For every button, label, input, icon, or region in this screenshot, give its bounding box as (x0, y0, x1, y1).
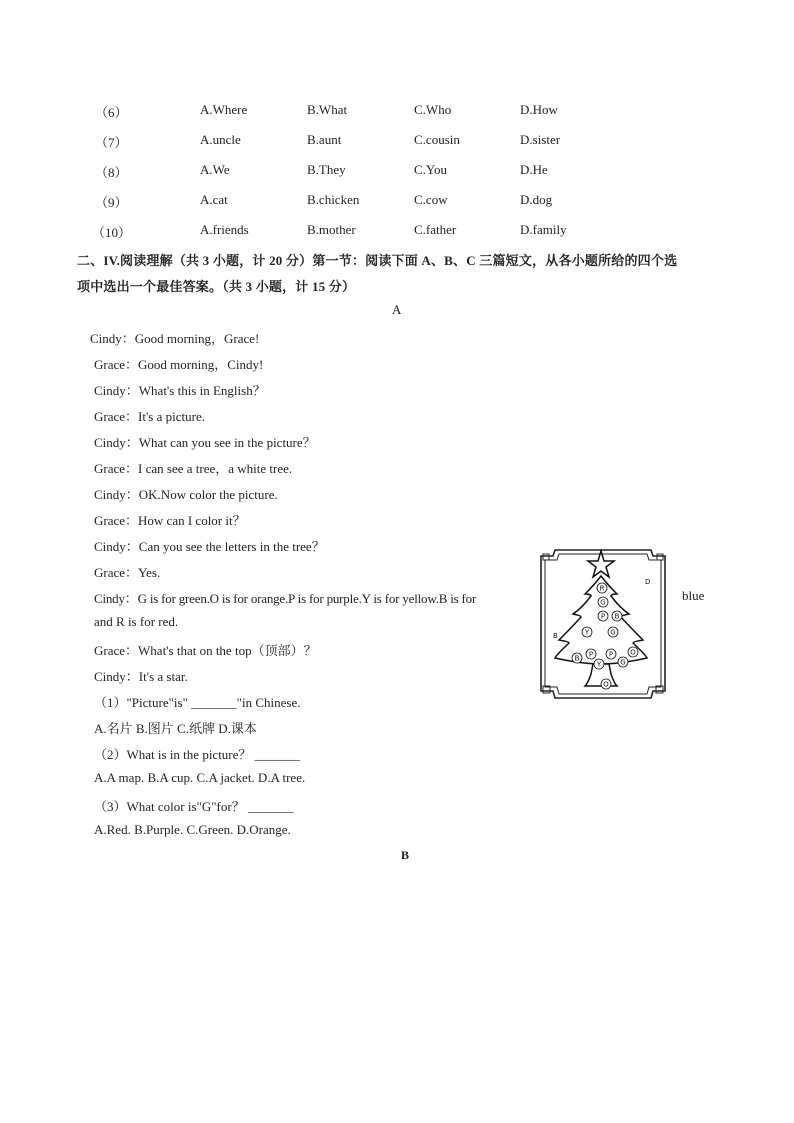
question-number: （7） (95, 135, 128, 150)
option-a: A.We (200, 162, 230, 177)
question-number: （10） (92, 225, 132, 240)
dialogue-line: Grace：How can I color it？ (94, 513, 246, 528)
dialogue-line: Grace：Yes. (94, 565, 161, 580)
christmas-tree-illustration (533, 546, 673, 706)
ornament-letter: Y (584, 628, 590, 637)
dialogue-line: Cindy：Good morning，Grace! (90, 331, 260, 346)
question-text: （3）What color is"G"for？ _______ (94, 799, 294, 814)
ornament-letter: G (600, 598, 606, 607)
ornament-letter: O (630, 648, 636, 657)
option-c: C.Who (414, 102, 452, 117)
option-a: A.uncle (200, 132, 241, 147)
option-d: D.sister (520, 132, 561, 147)
tree-label-b: B (553, 632, 558, 640)
ornament-letter: O (603, 680, 609, 689)
question-options: A.A map. B.A cup. C.A jacket. D.A tree. (94, 770, 306, 785)
passage-b-title: B (401, 848, 410, 862)
ornament-letter: P (600, 612, 606, 621)
dialogue-line: Grace：It's a picture. (94, 409, 205, 424)
dialogue-line: Grace：Good morning，Cindy! (94, 357, 264, 372)
option-b: B.What (307, 102, 348, 117)
section-heading-line2: 项中选出一个最佳答案。（共 3 小题，计 15 分） (77, 279, 356, 294)
option-c: C.cousin (414, 132, 460, 147)
passage-a-title: A (392, 302, 402, 317)
option-c: C.You (414, 162, 448, 177)
question-number: （9） (95, 195, 128, 210)
tree-label-d: D (645, 578, 651, 586)
dialogue-line: Grace：What's that on the top（顶部）？ (94, 643, 317, 658)
dialogue-word-blue: blue (682, 588, 705, 603)
dialogue-line: Cindy：OK.Now color the picture. (94, 487, 278, 502)
option-b: B.They (307, 162, 346, 177)
option-d: D.family (520, 222, 567, 237)
dialogue-line: Cindy：Can you see the letters in the tree？ (94, 539, 325, 554)
ornament-letter: P (608, 650, 614, 659)
option-b: B.aunt (307, 132, 342, 147)
ornament-letter: Y (596, 660, 602, 669)
option-b: B.mother (307, 222, 356, 237)
dialogue-line: Grace：I can see a tree，a white tree. (94, 461, 293, 476)
christmas-tree-picture (533, 546, 673, 706)
ornament-letter: G (610, 628, 616, 637)
question-text: （2）What is in the picture？ _______ (94, 747, 301, 762)
question-number: （8） (95, 165, 128, 180)
ornament-letter: R (599, 584, 605, 593)
dialogue-line: Cindy：What's this in English？ (94, 383, 266, 398)
option-d: D.He (520, 162, 548, 177)
option-b: B.chicken (307, 192, 360, 207)
question-options: A.名片 B.图片 C.纸牌 D.课本 (94, 721, 257, 736)
option-c: C.cow (414, 192, 448, 207)
section-heading-line1: 二、IV.阅读理解（共 3 小题，计 20 分）第一节：阅读下面 A、B、C 三篇短文，从各小题所给的四个选 (77, 253, 678, 268)
dialogue-line: and R is for red. (94, 614, 179, 629)
question-text: （1）"Picture"is" _______"in Chinese. (94, 695, 301, 710)
option-a: A.friends (200, 222, 249, 237)
option-c: C.father (414, 222, 457, 237)
option-a: A.cat (200, 192, 228, 207)
ornament-letter: G (620, 658, 626, 667)
dialogue-line: Cindy：It's a star. (94, 669, 188, 684)
ornament-letter: B (614, 612, 620, 621)
option-d: D.How (520, 102, 558, 117)
dialogue-line: Cindy：G is for green.O is for orange.P is for purple.Y is for yellow.B is for (94, 591, 477, 606)
ornament-letter: B (574, 654, 580, 663)
ornament-letter: P (588, 650, 594, 659)
option-a: A.Where (200, 102, 248, 117)
option-d: D.dog (520, 192, 553, 207)
question-options: A.Red. B.Purple. C.Green. D.Orange. (94, 822, 291, 837)
question-number: （6） (95, 105, 128, 120)
dialogue-line: Cindy：What can you see in the picture？ (94, 435, 316, 450)
